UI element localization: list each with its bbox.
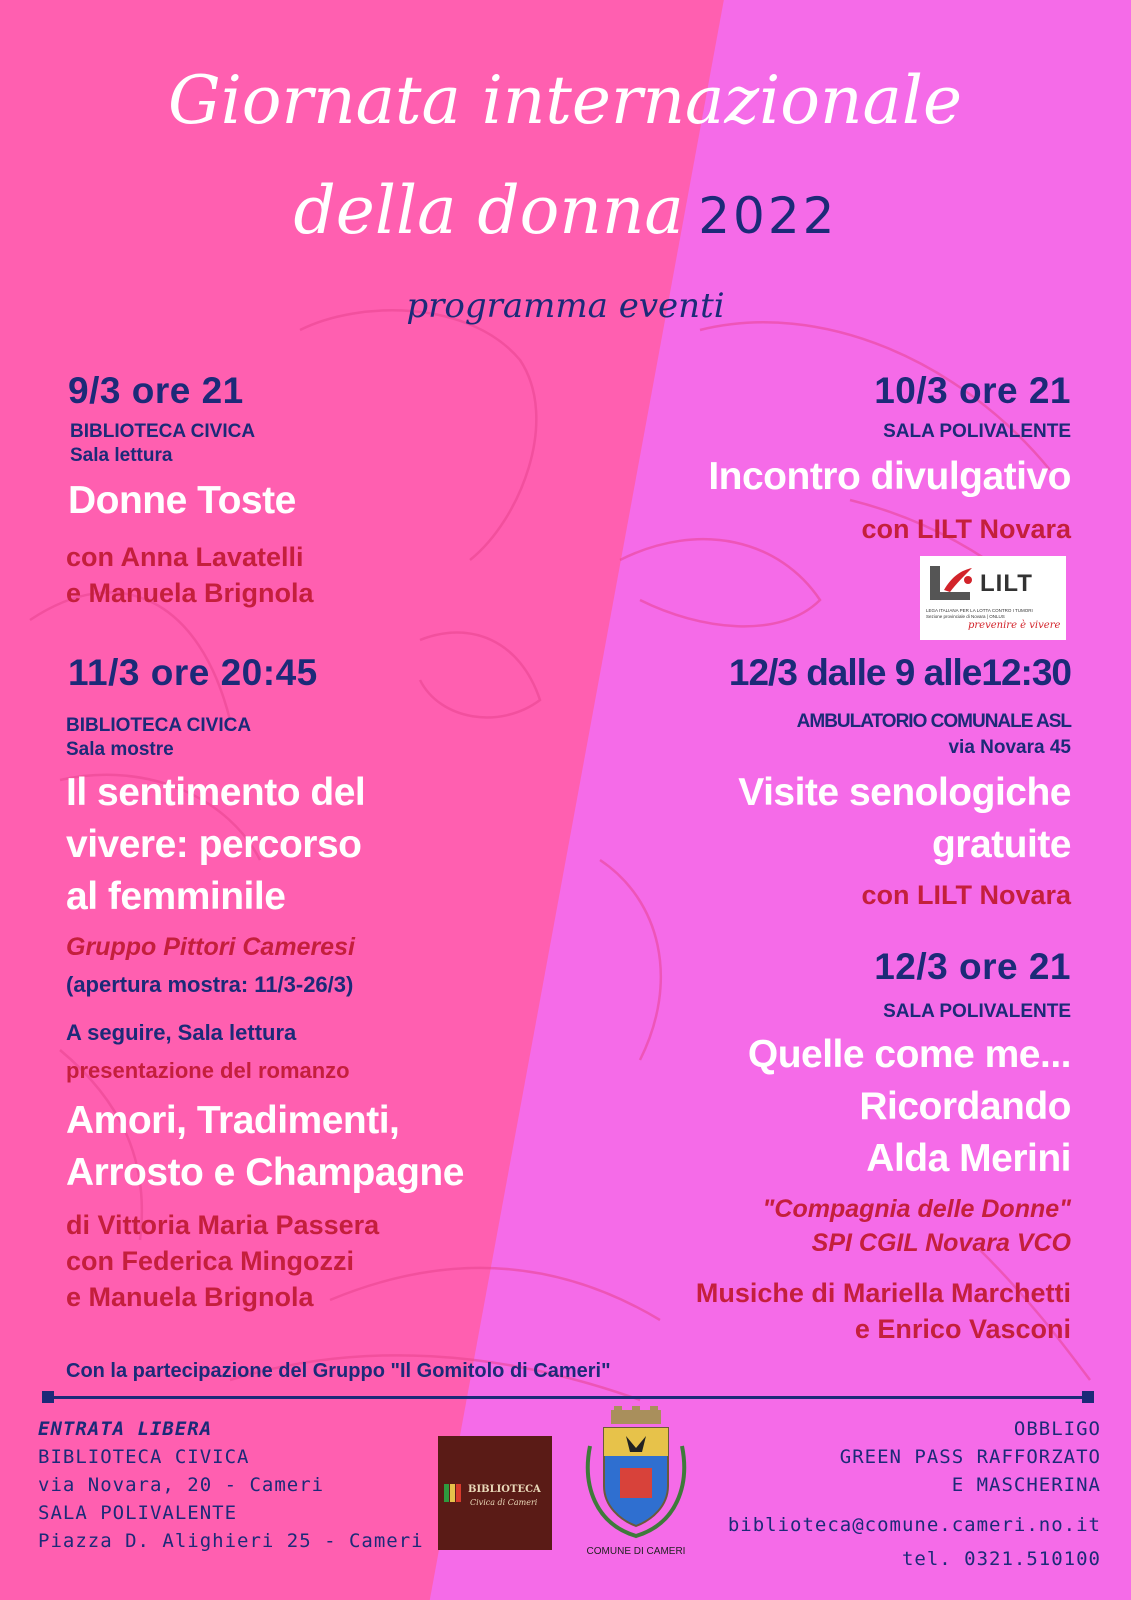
lilt-logo-line1: LEGA ITALIANA PER LA LOTTA CONTRO I TUMORI [926,608,1033,613]
divider-end-right [1082,1391,1094,1403]
event1-guest-2: e Manuela Brignola [66,578,314,608]
title-year: 2022 [698,187,838,245]
obligation-1: OBBLIGO [1013,1418,1101,1440]
divider-end-left [42,1391,54,1403]
biblioteca-logo-subtitle: Civica di Cameri [470,1498,538,1507]
event5-music-2: e Enrico Vasconi [854,1314,1071,1344]
footer-library-address: via Novara, 20 - Cameri [38,1474,325,1496]
footer-divider [46,1396,1090,1399]
title-line-2-row [0,170,1131,252]
event4-title-2: gratuite [931,823,1071,866]
lilt-logo-slogan: prevenire è vivere [968,620,1061,631]
event4-address: via Novara 45 [948,737,1071,758]
event4-guest: con LILT Novara [861,880,1071,910]
book-title-2: Arrosto e Champagne [66,1151,464,1194]
event5-title-2: Ricordando [859,1085,1071,1128]
event3-title-2: vivere: percorso [66,823,362,866]
comune-crest [576,1406,696,1566]
lilt-logo [920,556,1066,640]
book-guest-1: con Federica Mingozzi [66,1246,355,1276]
lilt-mark-icon [926,562,976,604]
contact-email: biblioteca@comune.cameri.no.it [727,1514,1101,1536]
event3-note: (apertura mostra: 11/3-26/3) [66,972,354,997]
contact-phone: tel. 0321.510100 [901,1548,1101,1570]
participation-note: Con la partecipazione del Gruppo "Il Gomitolo di Cameri" [66,1360,611,1382]
title-line-1: Giornata internazionale [167,62,963,139]
event3-presentation: presentazione del romanzo [66,1058,350,1083]
footer-hall-address: Piazza D. Alighieri 25 - Cameri [38,1530,424,1552]
event3-group: Gruppo Pittori Cameresi [66,933,355,961]
footer-library: BIBLIOTECA CIVICA [38,1446,250,1468]
event5-venue: SALA POLIVALENTE [883,1001,1071,1022]
event3-room: Sala mostre [66,739,174,760]
event2-venue: SALA POLIVALENTE [883,421,1071,442]
event3-title-1: Il sentimento del [66,771,366,814]
event3-venue: BIBLIOTECA CIVICA [66,715,252,736]
event2-title: Incontro divulgativo [708,455,1071,498]
event5-group-1: "Compagnia delle Donne" [762,1195,1071,1223]
subtitle: programma eventi [406,286,725,326]
event5-title-3: Alda Merini [866,1137,1071,1180]
event1-venue: BIBLIOTECA CIVICA [70,421,256,442]
event1-date: 9/3 ore 21 [68,370,244,411]
event3-title-3: al femminile [66,875,286,918]
entry-free: ENTRATA LIBERA [38,1418,213,1440]
books-icon [444,1484,466,1502]
crest-icon [576,1406,696,1546]
event5-group-2: SPI CGIL Novara VCO [811,1229,1071,1257]
event5-title-1: Quelle come me... [747,1033,1071,1076]
event4-title-1: Visite senologiche [738,771,1071,814]
event5-date: 12/3 ore 21 [874,946,1071,987]
biblioteca-logo-title: BIBLIOTECA [468,1484,541,1495]
biblioteca-logo [438,1436,552,1550]
obligation-3: E MASCHERINA [951,1474,1101,1496]
obligation-2: GREEN PASS RAFFORZATO [839,1446,1101,1468]
event2-guest: con LILT Novara [861,514,1071,544]
lilt-logo-name: LILT [980,570,1033,597]
event5-music-1: Musiche di Mariella Marchetti [695,1278,1071,1308]
event1-room: Sala lettura [70,445,173,466]
book-title-1: Amori, Tradimenti, [66,1099,400,1142]
event1-title: Donne Toste [68,479,296,522]
event3-date: 11/3 ore 20:45 [68,652,318,693]
lilt-logo-line2: Sezione provinciale di Novara | ONLUS [926,614,1005,619]
book-author: di Vittoria Maria Passera [66,1210,380,1240]
event4-date: 12/3 dalle 9 alle12:30 [728,652,1071,693]
footer-hall: SALA POLIVALENTE [38,1502,238,1524]
event4-venue: AMBULATORIO COMUNALE ASL [796,711,1071,732]
event3-follow: A seguire, Sala lettura [66,1020,297,1045]
event1-guest-1: con Anna Lavatelli [66,542,304,572]
event2-date: 10/3 ore 21 [874,370,1071,411]
title-line-2: della donna [293,172,684,249]
comune-label: COMUNE DI CAMERI [586,1546,686,1557]
book-guest-2: e Manuela Brignola [66,1282,314,1312]
